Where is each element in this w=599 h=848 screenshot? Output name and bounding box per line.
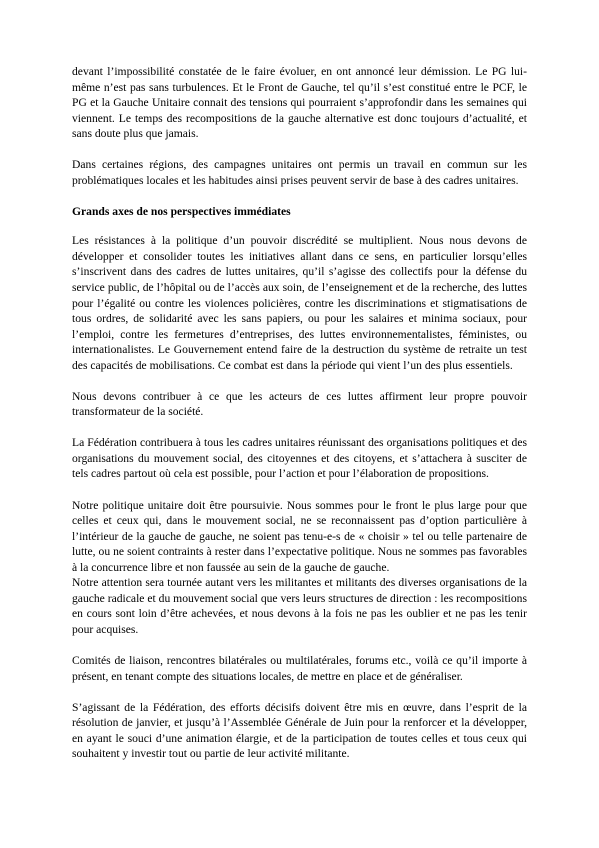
paragraph-comites-liaison: Comités de liaison, rencontres bilatérales ou multilatérales, forums etc., voilà ce qu’il importe à présent, en tenant compte des situations locales, de mettre en place et de généraliser. — [72, 653, 527, 683]
paragraph-resistances: Les résistances à la politique d’un pouvoir discrédité se multiplient. Nous nous devons de développer et consolider toutes les initiatives allant dans ce sens, en particulier lorsqu’elles s’inscrivent dans des cadres de luttes unitaires, qu’il s’agisse des collectifs pour la défense du service public, de l’hôpital ou de l’accès aux soin, de l’enseignement et de la recherche, des luttes pour l’égalité ou contre les violences policières, contre les discriminations et stigmatisations de tous ordres, de solidarité avec les sans papiers, ou pour les salaires et minima sociaux, pour l’emploi, contre les fermetures d’entreprises, des luttes environnementalistes, féministes, ou internationalistes. Le Gouvernement entend faire de la destruction du système de retraite un test des capacités de mobilisations. Ce combat est dans la période qui vient l’un des plus essentiels. — [72, 234, 527, 372]
paragraph-attention-militants: Notre attention sera tournée autant vers les militantes et militants des diverses organisations de la gauche radicale et du mouvement social que vers leurs structures de direction : les recompositions en cours sont loin d’être achevées, et nous devons à la fois ne pas les oublier et ne pas les tenir pour acquises. — [72, 576, 527, 636]
document-page — [72, 64, 527, 777]
section-heading: Grands axes de nos perspectives immédiates — [72, 204, 291, 218]
paragraph-federation-cadres: La Fédération contribuera à tous les cadres unitaires réunissant des organisations politiques et des organisations du mouvement social, des citoyennes et des citoyens, et s’attachera à susciter de tels cadres partout où cela est possible, pour l’action et pour l’élaboration de propositions. — [72, 436, 527, 481]
paragraph-demission: devant l’impossibilité constatée de le faire évoluer, en ont annoncé leur démission. Le PG lui-même n’est pas sans turbulences. Et le Front de Gauche, tel qu’il s’est constitué entre le PCF, le PG et la Gauche Unitaire connait des tensions qui pourraient s’approfondir dans les semaines qui viennent. Le temps des recompositions de la gauche alternative est donc toujours d’actualité, et sans doute plus que jamais. — [72, 65, 527, 141]
paragraph-politique-unitaire: Notre politique unitaire doit être poursuivie. Nous sommes pour le front le plus large pour que celles et ceux qui, dans le mouvement social, ne se reconnaissent pas d’option particulière à l’intérieur de la gauche de gauche, ne soient pas tenu-e-s de « choisir » tel ou telle partenaire de lutte, ou ne soient contraints à rester dans l’expectative politique. Nous ne sommes pas favorables à la concurrence libre et non faussée au sein de la gauche de gauche. — [72, 498, 527, 574]
paragraph-federation-efforts: S’agissant de la Fédération, des efforts décisifs doivent être mis en œuvre, dans l’esprit de la résolution de janvier, et jusqu’à l’Assemblée Générale de Juin pour la renforcer et la développer, en ayant le souci d’une animation élargie, et de la participation de toutes celles et tous ceux qui souhaitent y investir tout ou partie de leur activité militante. — [72, 700, 527, 761]
paragraph-acteurs-luttes: Nous devons contribuer à ce que les acteurs de ces luttes affirment leur propre pouvoir transformateur de la société. — [72, 389, 527, 419]
paragraph-campagnes-unitaires: Dans certaines régions, des campagnes unitaires ont permis un travail en commun sur les problématiques locales et les habitudes ainsi prises peuvent servir de base à des cadres unitaires. — [72, 158, 527, 187]
